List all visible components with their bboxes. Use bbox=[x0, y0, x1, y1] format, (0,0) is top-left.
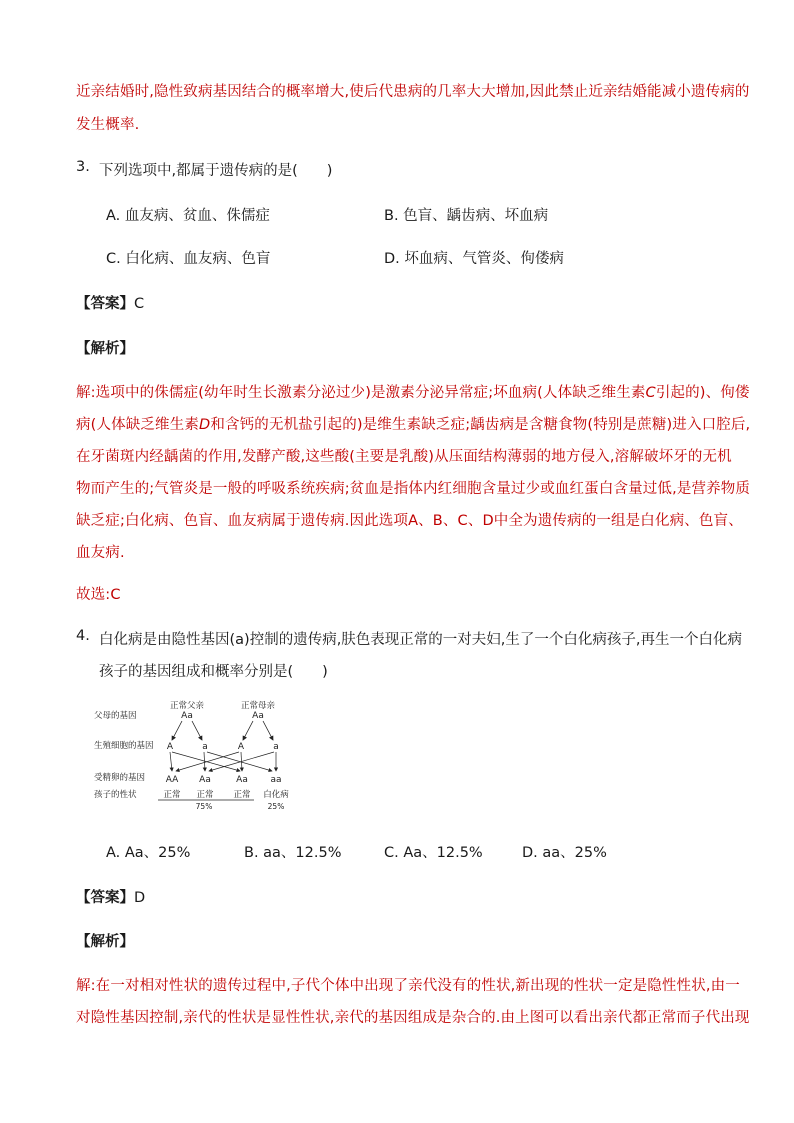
father-genotype: Aa bbox=[181, 711, 193, 721]
intro-line-2: 发生概率. bbox=[76, 117, 140, 133]
zygote-AA: AA bbox=[165, 775, 179, 785]
mother-title: 正常母亲 bbox=[240, 701, 276, 711]
intro-line-1: 近亲结婚时,隐性致病基因结合的概率增大,使后代患病的几率大大增加,因此禁止近亲结婚能减小遗传病的 bbox=[76, 84, 750, 100]
trait-3: 正常 bbox=[233, 790, 251, 800]
q3-answer bbox=[76, 292, 144, 313]
zygote-Aa-1: Aa bbox=[199, 775, 211, 785]
zygote-Aa-2: Aa bbox=[236, 775, 248, 785]
arrow-father-to-A bbox=[172, 721, 182, 740]
gamete-mother-a: a bbox=[273, 742, 279, 752]
q4-answer bbox=[76, 886, 145, 907]
q4-option-a[interactable]: A. Aa、25% bbox=[106, 845, 191, 861]
vitamin-c-symbol: C bbox=[645, 385, 656, 401]
arrow-mother-to-A bbox=[243, 721, 253, 740]
q4-option-d[interactable]: D. aa、25% bbox=[522, 845, 607, 861]
percent-normal: 75% bbox=[195, 802, 213, 811]
gamete-father-a: a bbox=[202, 742, 208, 752]
q4-number: 4. bbox=[76, 628, 90, 644]
q4-stem-line-2: 孩子的基因组成和概率分别是( ) bbox=[99, 664, 328, 680]
q3-option-d[interactable]: D. 坏血病、气管炎、佝偻病 bbox=[384, 251, 564, 267]
row-label-child-traits: 孩子的性状 bbox=[94, 790, 137, 800]
vitamin-d-symbol: D bbox=[199, 417, 211, 433]
q3-conclusion: 故选:C bbox=[76, 587, 121, 603]
percent-albino: 25% bbox=[267, 802, 285, 811]
mother-genotype: Aa bbox=[252, 711, 264, 721]
q3-analysis-text: 引起的)、佝偻 bbox=[655, 385, 750, 401]
row-label-zygote-genes: 受精卵的基因 bbox=[94, 773, 146, 783]
q4-answer-value: D bbox=[134, 890, 146, 906]
trait-2: 正常 bbox=[196, 790, 214, 800]
inheritance-diagram bbox=[92, 698, 302, 814]
q3-analysis-text: 和含钙的无机盐引起的)是维生素缺乏症;龋齿病是含糖食物(特别是蔗糖)进入口腔后, bbox=[210, 417, 751, 433]
q3-analysis-text: 解:选项中的侏儒症(幼年时生长激素分泌过少)是激素分泌异常症;坏血病(人体缺乏维生素 bbox=[76, 385, 646, 401]
row-label-gamete-genes: 生殖细胞的基因 bbox=[94, 741, 154, 751]
gamete-mother-A: A bbox=[237, 742, 245, 752]
q3-analysis-label: 【解析】 bbox=[76, 341, 134, 357]
gamete-father-A: A bbox=[166, 742, 174, 752]
arrow-a-to-aa bbox=[207, 752, 272, 771]
arrow-A-to-AA bbox=[170, 752, 172, 771]
trait-1: 正常 bbox=[163, 790, 181, 800]
row-label-parent-genes: 父母的基因 bbox=[94, 711, 137, 721]
q3-analysis-line-5: 缺乏症;白化病、色盲、血友病属于遗传病.因此选项A、B、C、D中全为遗传病的一组是白化病、色盲、 bbox=[76, 513, 743, 529]
q4-analysis-line-1: 解:在一对相对性状的遗传过程中,子代个体中出现了亲代没有的性状,新出现的性状一定是隐性性状,由一 bbox=[76, 978, 740, 994]
arrow-mother-to-a bbox=[263, 721, 273, 740]
arrow-father-to-a bbox=[192, 721, 202, 740]
q4-stem-line-1: 白化病是由隐性基因(a)控制的遗传病,肤色表现正常的一对夫妇,生了一个白化病孩子,再生一个白化病 bbox=[99, 632, 743, 648]
q3-answer-value: C bbox=[134, 296, 145, 312]
trait-4: 白化病 bbox=[263, 790, 289, 800]
q3-option-a[interactable]: A. 血友病、贫血、侏儒症 bbox=[106, 208, 270, 224]
arrow-a-to-Aa1 bbox=[204, 752, 205, 771]
zygote-aa: aa bbox=[270, 775, 282, 785]
q3-analysis-line-2 bbox=[76, 413, 750, 434]
q3-number: 3. bbox=[76, 159, 90, 175]
q4-analysis-line-2: 对隐性基因控制,亲代的性状是显性性状,亲代的基因组成是杂合的.由上图可以看出亲代都正常而子代出现 bbox=[76, 1010, 750, 1026]
q3-option-c[interactable]: C. 白化病、血友病、色盲 bbox=[106, 251, 271, 267]
q4-option-b[interactable]: B. aa、12.5% bbox=[244, 845, 342, 861]
q3-option-b[interactable]: B. 色盲、龋齿病、坏血病 bbox=[384, 208, 549, 224]
q4-answer-label: 【答案】 bbox=[76, 890, 134, 906]
q3-answer-label: 【答案】 bbox=[76, 296, 134, 312]
q3-stem: 下列选项中,都属于遗传病的是( ) bbox=[99, 163, 333, 179]
q4-analysis-label: 【解析】 bbox=[76, 934, 134, 950]
q3-analysis-text: 病(人体缺乏维生素 bbox=[76, 417, 200, 433]
q3-analysis-line-3: 在牙菌斑内经龋菌的作用,发酵产酸,这些酸(主要是乳酸)从压面结构薄弱的地方侵入,溶解破坏牙的无机 bbox=[76, 449, 732, 465]
q3-analysis-line-4: 物而产生的;气管炎是一般的呼吸系统疾病;贫血是指体内红细胞含量过少或血红蛋白含量过低,是营养物质 bbox=[76, 481, 751, 497]
q4-option-c[interactable]: C. Aa、12.5% bbox=[384, 845, 483, 861]
q3-analysis-line-1 bbox=[76, 381, 750, 402]
q3-analysis-line-6: 血友病. bbox=[76, 545, 125, 561]
father-title: 正常父亲 bbox=[169, 701, 205, 711]
